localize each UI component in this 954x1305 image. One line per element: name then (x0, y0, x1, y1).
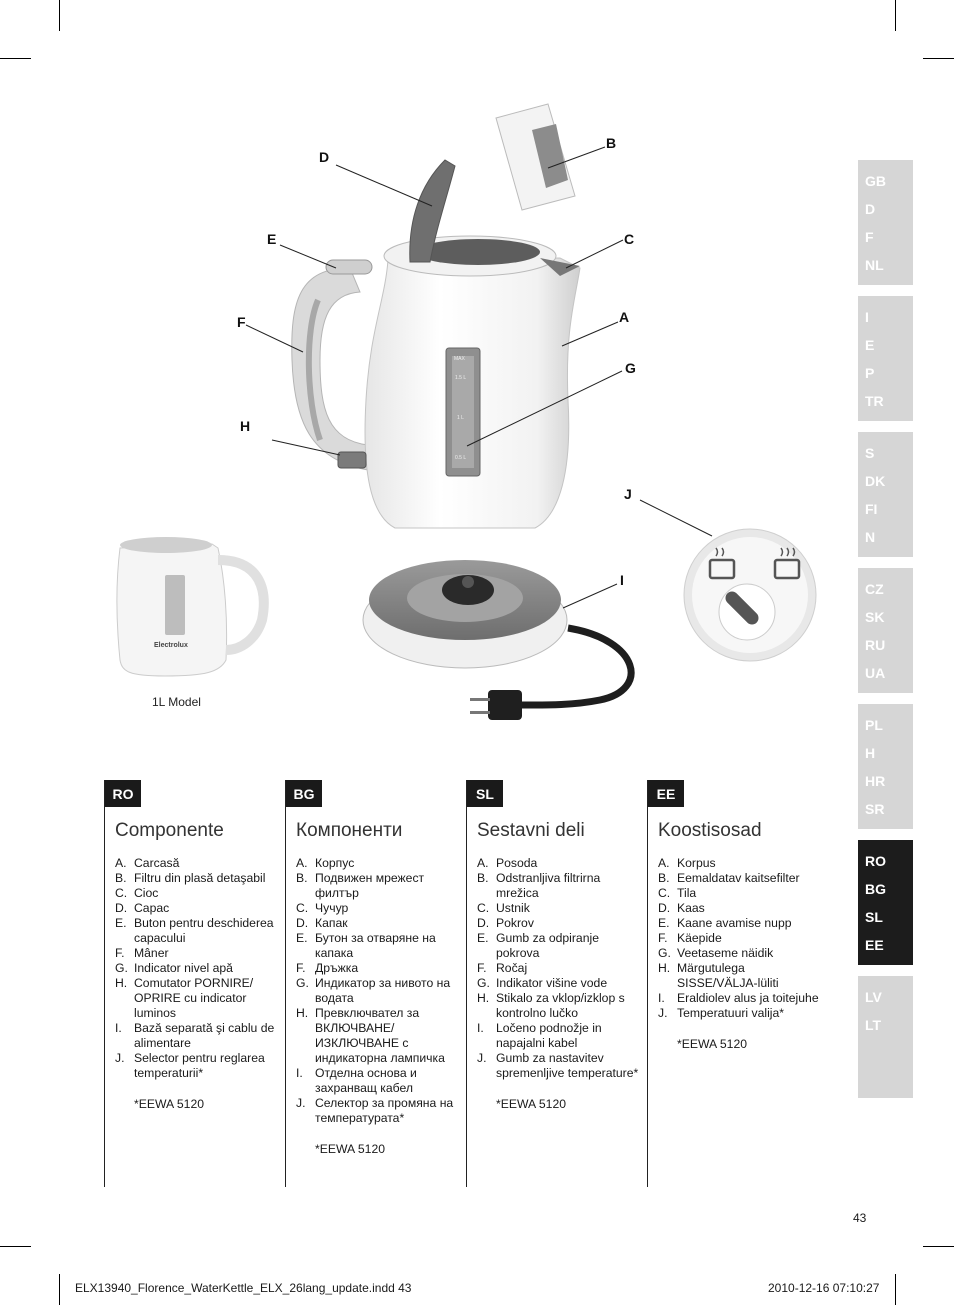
label-h: H (240, 418, 251, 434)
lang-tab-gb[interactable]: GB (865, 173, 886, 189)
list-item-key: H. (296, 1006, 309, 1020)
list-item (658, 916, 824, 931)
list-item-key: C. (115, 886, 128, 900)
list-item-key: A. (115, 856, 127, 870)
lang-group-3 (858, 432, 913, 557)
list-item-key: E. (658, 916, 670, 930)
list-item (115, 856, 281, 871)
list-item-text: Превключвател за ВКЛЮЧВАНЕ/ ИЗКЛЮЧВАНЕ с индикаторна лампичка (315, 1006, 445, 1065)
list-item-key: A. (296, 856, 308, 870)
model-caption: 1L Model (152, 695, 201, 709)
lang-group-6-active (858, 840, 913, 965)
list-item-text: Veetaseme näidik (677, 946, 774, 960)
list-item (658, 871, 824, 886)
list-item (115, 916, 281, 946)
lang-group-1 (858, 160, 913, 285)
list-item (115, 961, 281, 976)
list-item-key: G. (115, 961, 128, 975)
list-item (658, 991, 824, 1006)
list-item-text: Бутон за отваряне на капака (315, 931, 436, 960)
parts-list-bg (296, 856, 462, 1157)
lang-tab-ua[interactable]: UA (865, 665, 886, 681)
lang-tab-i[interactable]: I (865, 309, 869, 325)
small-kettle (117, 537, 264, 676)
gauge-05: 0.5 L (455, 455, 467, 461)
lang-tab-ru[interactable]: RU (865, 637, 886, 653)
list-item-key: J. (296, 1096, 306, 1110)
list-item (477, 991, 643, 1021)
list-item (115, 871, 281, 886)
section-title-ee: Koostisosad (658, 820, 762, 841)
list-item (296, 931, 462, 961)
list-item-text: Дръжка (315, 961, 359, 975)
list-item-key: F. (658, 931, 668, 945)
lang-tab-e[interactable]: E (865, 337, 875, 353)
lang-tab-fi[interactable]: FI (865, 501, 878, 517)
gauge-max: MAX (454, 356, 465, 362)
list-item-text: Carcasă (134, 856, 180, 870)
list-item-text: Temperatuuri valija* (677, 1006, 785, 1020)
lang-tab-d[interactable]: D (865, 201, 876, 217)
list-item-key: C. (658, 886, 671, 900)
lang-group-4 (858, 568, 913, 693)
list-item-text: Индикатор за нивото на водата (315, 976, 451, 1005)
list-item-text: Comutator PORNIRE/ OPRIRE cu indicator luminos (134, 976, 254, 1020)
list-item (115, 886, 281, 901)
list-item (658, 1006, 824, 1021)
list-item-text: Cioc (134, 886, 159, 900)
list-item (115, 901, 281, 916)
power-switch (338, 452, 366, 468)
section-title-sl: Sestavni deli (477, 820, 585, 841)
crop-mark (923, 1246, 954, 1247)
list-item-key: H. (658, 961, 671, 975)
list-item (115, 1051, 281, 1081)
list-item-key: I. (115, 1021, 122, 1035)
label-a: A (619, 309, 630, 325)
label-f: F (237, 314, 246, 330)
list-item (296, 961, 462, 976)
label-g: G (625, 360, 636, 376)
lang-tab-ee[interactable]: EE (865, 937, 884, 953)
list-item-text: Eraldiolev alus ja toitejuhe (677, 991, 819, 1005)
list-item-text: Pokrov (496, 916, 534, 930)
model-note: *EEWA 5120 (677, 1037, 748, 1051)
list-item (296, 856, 462, 871)
list-item-key: I. (658, 991, 665, 1005)
list-item (658, 946, 824, 961)
list-item-key: D. (477, 916, 490, 930)
list-item-text: Tila (677, 886, 697, 900)
crop-mark (59, 1274, 60, 1305)
lang-tab-sk[interactable]: SK (865, 609, 885, 625)
footer-filename: ELX13940_Florence_WaterKettle_ELX_26lang_update.indd 43 (75, 1281, 412, 1295)
list-item (477, 916, 643, 931)
label-c: C (624, 231, 635, 247)
list-item-key: D. (658, 901, 671, 915)
lang-tab-ro[interactable]: RO (865, 853, 886, 869)
lang-tab-p[interactable]: P (865, 365, 875, 381)
brand-logo: Electrolux (154, 642, 188, 649)
parts-list-ro (115, 856, 281, 1112)
section-title-bg: Компоненти (296, 820, 403, 841)
list-item-key: J. (115, 1051, 125, 1065)
lang-tab-sl[interactable]: SL (865, 909, 883, 925)
lang-tab-bg[interactable]: BG (865, 881, 886, 897)
list-item-text: Чучур (315, 901, 349, 915)
list-item-text: Korpus (677, 856, 716, 870)
list-item-text: Selector pentru reglarea temperaturii* (134, 1051, 265, 1080)
list-item-key: F. (296, 961, 306, 975)
list-item-key: A. (658, 856, 670, 870)
lang-tab-f[interactable]: F (865, 229, 874, 245)
list-item-text: Stikalo za vklop/izklop s kontrolno lučko (496, 991, 625, 1020)
list-item-text: Kaas (677, 901, 705, 915)
parts-list-ee (658, 856, 824, 1052)
lang-tab-lv[interactable]: LV (865, 989, 882, 1005)
list-item (658, 931, 824, 946)
lang-tab-n[interactable]: N (865, 529, 876, 545)
list-item (477, 901, 643, 916)
list-item-text: Отделна основа и захранващ кабел (315, 1066, 417, 1095)
list-item-key: G. (658, 946, 671, 960)
column-ro (104, 780, 286, 1187)
power-base (363, 560, 567, 668)
list-item-text: Подвижен мрежест филтър (315, 871, 425, 900)
gauge-15: 1.5 L (455, 375, 467, 381)
list-item-text: Märgutulega SISSE/VÄLJA-lüliti (677, 961, 779, 990)
list-item (658, 856, 824, 871)
lang-badge-ee: EE (648, 780, 684, 807)
list-item (658, 901, 824, 916)
list-item (477, 1021, 643, 1051)
list-item-text: Posoda (496, 856, 538, 870)
lang-tab-tr[interactable]: TR (865, 393, 884, 409)
list-item-text: Корпус (315, 856, 355, 870)
lang-tab-s[interactable]: S (865, 445, 875, 461)
list-item-text: Капак (315, 916, 348, 930)
list-item-text: Селектор за промяна на температурата* (315, 1096, 454, 1125)
label-j: J (624, 486, 632, 502)
list-item (296, 1066, 462, 1096)
list-item-key: E. (477, 931, 489, 945)
lang-tab-cz[interactable]: CZ (865, 581, 884, 597)
lang-badge-sl: SL (467, 780, 503, 807)
list-item-key: A. (477, 856, 489, 870)
list-item (115, 976, 281, 1021)
label-b: B (606, 135, 617, 151)
list-item (296, 1096, 462, 1126)
list-item-key: I. (477, 1021, 484, 1035)
list-item (296, 916, 462, 931)
lang-tab-dk[interactable]: DK (865, 473, 886, 489)
list-item-key: I. (296, 1066, 303, 1080)
list-item-key: E. (296, 931, 308, 945)
crop-mark (895, 1274, 896, 1305)
list-item-text: Buton pentru deschiderea capacului (134, 916, 274, 945)
list-item (477, 856, 643, 871)
list-item (115, 946, 281, 961)
list-item (658, 886, 824, 901)
list-item-text: Capac (134, 901, 170, 915)
page-number: 43 (853, 1211, 867, 1225)
lang-group-2 (858, 296, 913, 421)
mesh-filter (496, 104, 575, 210)
list-item-text: Gumb za odpiranje pokrova (496, 931, 599, 960)
list-item (477, 1051, 643, 1081)
list-item-key: B. (296, 871, 308, 885)
list-item-key: B. (658, 871, 670, 885)
list-item-text: Bază separată şi cablu de alimentare (134, 1021, 275, 1050)
list-item-text: Ustnik (496, 901, 530, 915)
list-item-text: Kaane avamise nupp (677, 916, 792, 930)
list-item-key: D. (296, 916, 309, 930)
model-note: *EEWA 5120 (315, 1142, 386, 1156)
list-item-text: Ročaj (496, 961, 528, 975)
lang-tab-hr[interactable]: HR (865, 773, 886, 789)
list-item (477, 931, 643, 961)
footer-timestamp: 2010-12-16 07:10:27 (768, 1281, 880, 1295)
lang-group-7 (858, 976, 913, 1098)
list-item-text: Eemaldatav kaitsefilter (677, 871, 800, 885)
list-item-key: E. (115, 916, 127, 930)
list-item-key: C. (477, 901, 490, 915)
crop-mark (0, 1246, 31, 1247)
list-item-text: Indicator nivel apă (134, 961, 233, 975)
gauge-1: 1 L (457, 415, 464, 421)
list-item-key: F. (477, 961, 487, 975)
lang-group-5 (858, 704, 913, 829)
column-ee (647, 780, 829, 1187)
label-e: E (267, 231, 277, 247)
model-note: *EEWA 5120 (496, 1097, 567, 1111)
lang-tab-h[interactable]: H (865, 745, 876, 761)
list-item-key: B. (115, 871, 127, 885)
list-item-key: G. (296, 976, 309, 990)
list-item (296, 976, 462, 1006)
list-item (115, 1021, 281, 1051)
column-bg (285, 780, 467, 1187)
column-sl (466, 780, 648, 1187)
list-item-text: Käepide (677, 931, 722, 945)
list-item-text: Mâner (134, 946, 169, 960)
lang-tab-nl[interactable]: NL (865, 257, 884, 273)
list-item-text: Odstranljiva filtrirna mrežica (496, 871, 601, 900)
lang-tab-lt[interactable]: LT (865, 1017, 882, 1033)
parts-list-sl (477, 856, 643, 1112)
handle (292, 268, 368, 470)
label-d: D (319, 149, 330, 165)
list-item (296, 871, 462, 901)
lang-tab-pl[interactable]: PL (865, 717, 883, 733)
lang-tab-sr[interactable]: SR (865, 801, 885, 817)
list-item-key: H. (477, 991, 490, 1005)
model-note: *EEWA 5120 (134, 1097, 205, 1111)
list-item-key: F. (115, 946, 125, 960)
list-item (296, 901, 462, 916)
label-i: I (620, 572, 624, 588)
list-item-text: Gumb za nastavitev spremenljive temperature* (496, 1051, 639, 1080)
lang-badge-ro: RO (105, 780, 141, 807)
list-item (296, 1006, 462, 1066)
list-item-key: D. (115, 901, 128, 915)
list-item (477, 961, 643, 976)
power-plug (470, 690, 522, 720)
list-item (477, 976, 643, 991)
section-title-ro: Componente (115, 820, 224, 841)
list-item-key: J. (477, 1051, 487, 1065)
lang-badge-bg: BG (286, 780, 322, 807)
list-item-key: B. (477, 871, 489, 885)
list-item-key: H. (115, 976, 128, 990)
list-item (658, 961, 824, 991)
list-item-text: Filtru din plasă detaşabil (134, 871, 266, 885)
list-item-key: G. (477, 976, 490, 990)
list-item-text: Ločeno podnožje in napajalni kabel (496, 1021, 602, 1050)
list-item-text: Indikator višine vode (496, 976, 608, 990)
list-item-key: J. (658, 1006, 668, 1020)
temperature-dial (684, 529, 816, 661)
list-item (477, 871, 643, 901)
list-item-key: C. (296, 901, 309, 915)
